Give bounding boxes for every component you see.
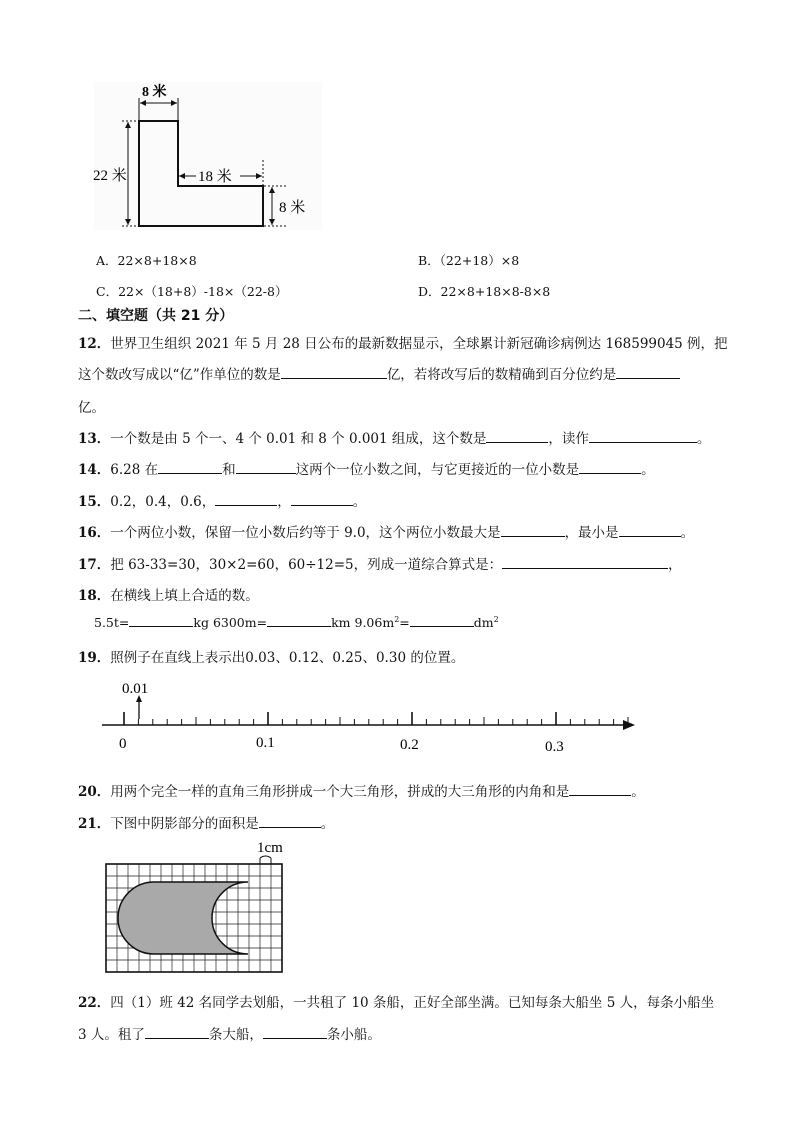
q18-number: 18． (78, 588, 111, 604)
q15-text3: 。 (352, 494, 367, 510)
example-label: 0.01 (122, 681, 149, 697)
q12-number: 12． (78, 336, 111, 352)
q15-blank-2[interactable] (291, 493, 353, 506)
label-right-height: 8 米 (279, 200, 306, 216)
q18-blank-2[interactable] (267, 614, 331, 627)
q18-blank-3[interactable] (410, 614, 474, 627)
q21-line (78, 812, 334, 832)
label-middle-width: 18 米 (198, 169, 232, 185)
label-height: 22 米 (93, 168, 127, 184)
q16-blank-2[interactable] (619, 524, 681, 537)
number-line-arrow (623, 720, 635, 730)
q22-text1: 四（1）班 42 名同学去划船，一共租了 10 条船，正好全部坐满。已知每条大船坐 5 人，每条小船坐 (110, 995, 715, 1011)
q14-text1: 6.28 在 (110, 462, 159, 478)
q22-number: 22． (78, 995, 111, 1011)
q17-text1: 把 63-33=30，30×2=60，60÷12=5，列成一道综合算式是： (110, 557, 503, 573)
q16-text2: ，最小是 (564, 525, 619, 541)
q17-number: 17． (78, 557, 111, 573)
q20-number: 20． (78, 784, 111, 800)
q14-line (78, 458, 655, 478)
q13-text3: 。 (696, 431, 711, 447)
q13-blank-2[interactable] (589, 430, 697, 443)
q12-line1 (78, 332, 728, 352)
q13-blank-1[interactable] (486, 430, 548, 443)
choice-a[interactable]: A．22×8+18×8 (96, 253, 197, 268)
q21-text2: 。 (320, 816, 335, 832)
q17-text2: ， (668, 557, 682, 573)
number-line (90, 676, 650, 758)
section-title: 二、填空题（共 21 分） (78, 308, 234, 324)
q12-blank-1[interactable] (281, 366, 387, 379)
q18-text2: kg 6300m= (193, 615, 268, 630)
q14-text3: 这两个一位小数之间，与它更接近的一位小数是 (295, 462, 580, 478)
q18-text1: 5.5t= (94, 615, 130, 630)
q12-text3: 亿，若将改写后的数精确到百分位约是 (386, 367, 617, 383)
q15-blank-1[interactable] (215, 493, 277, 506)
q15-text2: ， (277, 494, 291, 510)
q12-text1: 世界卫生组织 2021 年 5 月 28 日公布的最新数据显示，全球累计新冠确诊病例达 168599045 例，把 (110, 336, 728, 352)
q14-text4: 。 (641, 462, 655, 478)
q13-text1: 一个数是由 5 个一、4 个 0.01 和 8 个 0.001 组成，这个数是 (110, 431, 487, 447)
q17-blank[interactable] (502, 556, 668, 569)
q18-title: 在横线上填上合适的数。 (110, 588, 259, 604)
q20-blank[interactable] (569, 783, 631, 796)
q12-text2: 这个数改写成以“亿”作单位的数是 (78, 367, 281, 383)
q14-text2: 和 (222, 462, 236, 478)
q22-line2 (78, 1023, 381, 1043)
q14-blank-1[interactable] (158, 461, 222, 474)
q18-blank-1[interactable] (129, 614, 193, 627)
q22-text3: 条大船， (208, 1027, 263, 1043)
q18-units-line (94, 614, 499, 630)
unit-label: 1cm (257, 840, 283, 856)
q13-line (78, 427, 710, 447)
q21-blank[interactable] (259, 815, 321, 828)
q17-line (78, 553, 682, 573)
q19-line (78, 646, 464, 666)
tick-label-0.3: 0.3 (545, 739, 564, 755)
q15-text1: 0.2，0.4，0.6， (110, 494, 216, 510)
q18-sup1: 2 (394, 614, 400, 624)
q22-text2: 3 人。租了 (78, 1027, 145, 1043)
q18-line (78, 584, 259, 604)
q21-text1: 下图中阴影部分的面积是 (110, 816, 259, 832)
q20-text2: 。 (631, 784, 645, 800)
q15-line (78, 490, 366, 510)
q18-text3: km 9.06m (331, 615, 395, 630)
grid-figure (96, 836, 296, 976)
q22-blank-1[interactable] (145, 1026, 209, 1039)
choice-c[interactable]: C．22×（18+8）-18×（22-8） (96, 284, 288, 299)
l-shape-figure (88, 80, 328, 235)
q22-line1 (78, 991, 714, 1011)
q12-line3: 亿。 (78, 400, 105, 416)
choice-d[interactable]: D．22×8+18×8-8×8 (418, 284, 551, 299)
q13-number: 13． (78, 431, 111, 447)
q18-sup2: 2 (493, 614, 499, 624)
q20-line (78, 780, 645, 800)
q14-number: 14． (78, 462, 111, 478)
q14-blank-2[interactable] (236, 461, 296, 474)
tick-label-0.1: 0.1 (256, 735, 275, 751)
unit-brace (260, 856, 271, 858)
choice-b[interactable]: B．（22+18）×8 (418, 253, 520, 268)
shaded-region (118, 882, 248, 954)
q21-number: 21． (78, 816, 111, 832)
q18-text4: = (399, 615, 410, 630)
q14-blank-3[interactable] (579, 461, 641, 474)
q12-line2 (78, 363, 680, 383)
q15-number: 15． (78, 494, 111, 510)
q20-text1: 用两个完全一样的直角三角形拼成一个大三角形，拼成的大三角形的内角和是 (110, 784, 570, 800)
tick-label-0.2: 0.2 (400, 737, 419, 753)
q16-text3: 。 (680, 525, 695, 541)
q19-number: 19． (78, 650, 111, 666)
q18-text5: dm (473, 615, 494, 630)
q16-line (78, 521, 694, 541)
q13-text2: ，读作 (548, 431, 589, 447)
q22-blank-2[interactable] (263, 1026, 327, 1039)
number-line-ticks (124, 712, 628, 725)
tick-label-0: 0 (119, 736, 127, 752)
q16-blank-1[interactable] (501, 524, 565, 537)
q19-text: 照例子在直线上表示出0.03、0.12、0.25、0.30 的位置。 (110, 650, 465, 666)
q16-text1: 一个两位小数，保留一位小数后约等于 9.0，这个两位小数最大是 (110, 525, 501, 541)
q22-text4: 条小船。 (326, 1027, 381, 1043)
q12-blank-2[interactable] (616, 366, 680, 379)
q16-number: 16． (78, 525, 111, 541)
label-top-width: 8 米 (142, 85, 167, 100)
